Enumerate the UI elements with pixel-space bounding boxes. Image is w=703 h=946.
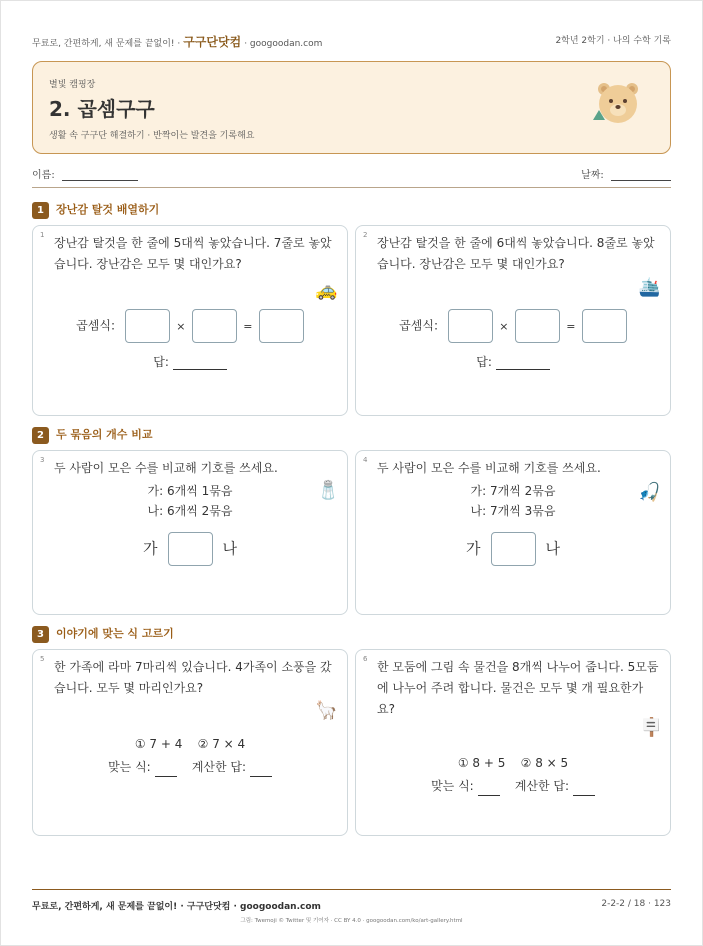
options-line <box>356 753 670 773</box>
option-1[interactable]: ① 7 + 4 <box>134 737 183 751</box>
section-heading <box>32 426 153 444</box>
image-credit: 그림: Twemoji © Twitter 및 기여자 · CC BY 4.0 · googoodan.com/ko/art-gallery.html <box>240 918 463 924</box>
factor-box-1[interactable] <box>125 309 170 343</box>
header-kicker: 별빛 캠핑장 <box>49 80 96 90</box>
label-ga: 가 <box>466 539 481 558</box>
calc-blank[interactable] <box>250 764 272 777</box>
multiplication-formula <box>33 309 347 343</box>
option-1[interactable]: ① 8 + 5 <box>457 756 506 770</box>
site-tagline <box>32 33 322 50</box>
formula-label: 곱셈식: <box>76 318 115 333</box>
name-label: 이름: <box>32 170 55 181</box>
question-card <box>355 450 671 615</box>
product-box[interactable] <box>582 309 627 343</box>
group-a-line: 가: 7개씩 2묶음 <box>470 484 556 498</box>
taxi-icon: 🚕 <box>315 280 338 301</box>
comparison-sign-box[interactable] <box>491 532 536 566</box>
match-blank[interactable] <box>155 764 177 777</box>
match-blank[interactable] <box>478 783 500 796</box>
label-na: 나 <box>222 539 237 558</box>
question-number: 6 <box>363 655 368 663</box>
calc-label: 계산한 답: <box>191 760 247 774</box>
footer-tagline: 무료로, 간편하게, 새 문제를 끝없이! · 구구단닷컴 · googoodan.com <box>32 902 321 912</box>
question-text: 두 사람이 모은 수를 비교해 기호를 쓰세요. <box>54 461 278 475</box>
footer-divider <box>32 889 671 890</box>
question-number: 2 <box>363 231 368 239</box>
calc-label: 계산한 답: <box>514 779 570 793</box>
label-na: 나 <box>545 539 560 558</box>
factor-box-2[interactable] <box>192 309 237 343</box>
factor-box-2[interactable] <box>515 309 560 343</box>
multiplication-formula <box>356 309 670 343</box>
question-number: 1 <box>40 231 45 239</box>
question-number: 4 <box>363 456 368 464</box>
group-b-line: 나: 6개씩 2묶음 <box>147 504 233 518</box>
question-text: 장난감 탈것을 한 줄에 5대씩 놓았습니다. 7줄로 놓았습니다. 장난감은 모두 몇 대인가요? <box>54 236 332 271</box>
grade-label: 2학년 2학기 · 나의 수학 기록 <box>555 36 671 46</box>
response-line <box>356 776 670 796</box>
question-text: 한 가족에 라마 7마리씩 있습니다. 4가족이 소풍을 갔습니다. 모두 몇 마리인가요? <box>54 660 332 695</box>
header-divider <box>32 187 671 188</box>
comparison-row <box>33 532 347 566</box>
product-box[interactable] <box>259 309 304 343</box>
date-field[interactable] <box>581 166 671 181</box>
worksheet-header <box>32 61 671 154</box>
signpost-icon: 🪧 <box>640 717 663 738</box>
comparison-row <box>356 532 670 566</box>
question-number: 3 <box>40 456 45 464</box>
salt-shaker-icon: 🧂 <box>317 480 340 501</box>
section-title: 두 묶음의 개수 비교 <box>56 428 153 441</box>
group-b-line: 나: 7개씩 3묶음 <box>470 504 556 518</box>
answer-line <box>356 353 670 370</box>
question-card <box>32 450 348 615</box>
factor-box-1[interactable] <box>448 309 493 343</box>
section-number: 1 <box>32 202 49 219</box>
section-heading <box>32 625 174 643</box>
tagline-prefix: 무료로, 간편하게, 새 문제를 끝없이! · <box>32 39 181 49</box>
times-sign: × <box>499 319 509 333</box>
question-card <box>355 649 671 836</box>
response-line <box>33 757 347 777</box>
llama-icon: 🦙 <box>315 700 338 721</box>
question-card <box>32 225 348 416</box>
section-number: 2 <box>32 427 49 444</box>
page-subtitle: 생활 속 구구단 해결하기 · 반짝이는 발견을 기록해요 <box>49 131 255 141</box>
page-code: 2-2-2 / 18 · 123 <box>601 899 671 909</box>
answer-line <box>33 353 347 370</box>
match-label: 맞는 식: <box>431 779 474 793</box>
answer-label: 답: <box>153 355 169 369</box>
comparison-sign-box[interactable] <box>168 532 213 566</box>
label-ga: 가 <box>143 539 158 558</box>
question-text: 두 사람이 모은 수를 비교해 기호를 쓰세요. <box>377 461 601 475</box>
section-heading <box>32 201 159 219</box>
question-number: 5 <box>40 655 45 663</box>
site-url: · googoodan.com <box>244 39 323 49</box>
equals-sign: = <box>243 319 253 333</box>
date-line[interactable] <box>611 169 671 181</box>
question-card <box>355 225 671 416</box>
section-number: 3 <box>32 626 49 643</box>
ship-icon: 🛳️ <box>638 277 661 298</box>
answer-label: 답: <box>476 355 492 369</box>
fishing-pole-icon: 🎣 <box>638 482 661 503</box>
calc-blank[interactable] <box>573 783 595 796</box>
option-2[interactable]: ② 7 × 4 <box>197 737 246 751</box>
section-title: 장난감 탈것 배열하기 <box>56 203 160 216</box>
times-sign: × <box>176 319 186 333</box>
name-field[interactable] <box>32 166 138 181</box>
question-text: 한 모둠에 그림 속 물건을 8개씩 나누어 줍니다. 5모둠에 나누어 주려 합니다. 물건은 모두 몇 개 필요한가요? <box>377 660 659 716</box>
name-line[interactable] <box>62 169 138 181</box>
bear-mascot-icon <box>593 80 643 126</box>
answer-blank[interactable] <box>173 357 227 370</box>
formula-label: 곱셈식: <box>399 318 438 333</box>
section-title: 이야기에 맞는 식 고르기 <box>56 627 174 640</box>
group-a-line: 가: 6개씩 1묶음 <box>147 484 233 498</box>
page-title: 2. 곱셈구구 <box>49 97 155 121</box>
options-line <box>33 734 347 754</box>
option-2[interactable]: ② 8 × 5 <box>520 756 569 770</box>
answer-blank[interactable] <box>496 357 550 370</box>
equals-sign: = <box>566 319 576 333</box>
question-card <box>32 649 348 836</box>
question-text: 장난감 탈것을 한 줄에 6대씩 놓았습니다. 8줄로 놓았습니다. 장난감은 모두 몇 대인가요? <box>377 236 655 271</box>
brand-name: 구구단닷컴 <box>183 35 242 49</box>
match-label: 맞는 식: <box>108 760 151 774</box>
date-label: 날짜: <box>581 170 604 181</box>
